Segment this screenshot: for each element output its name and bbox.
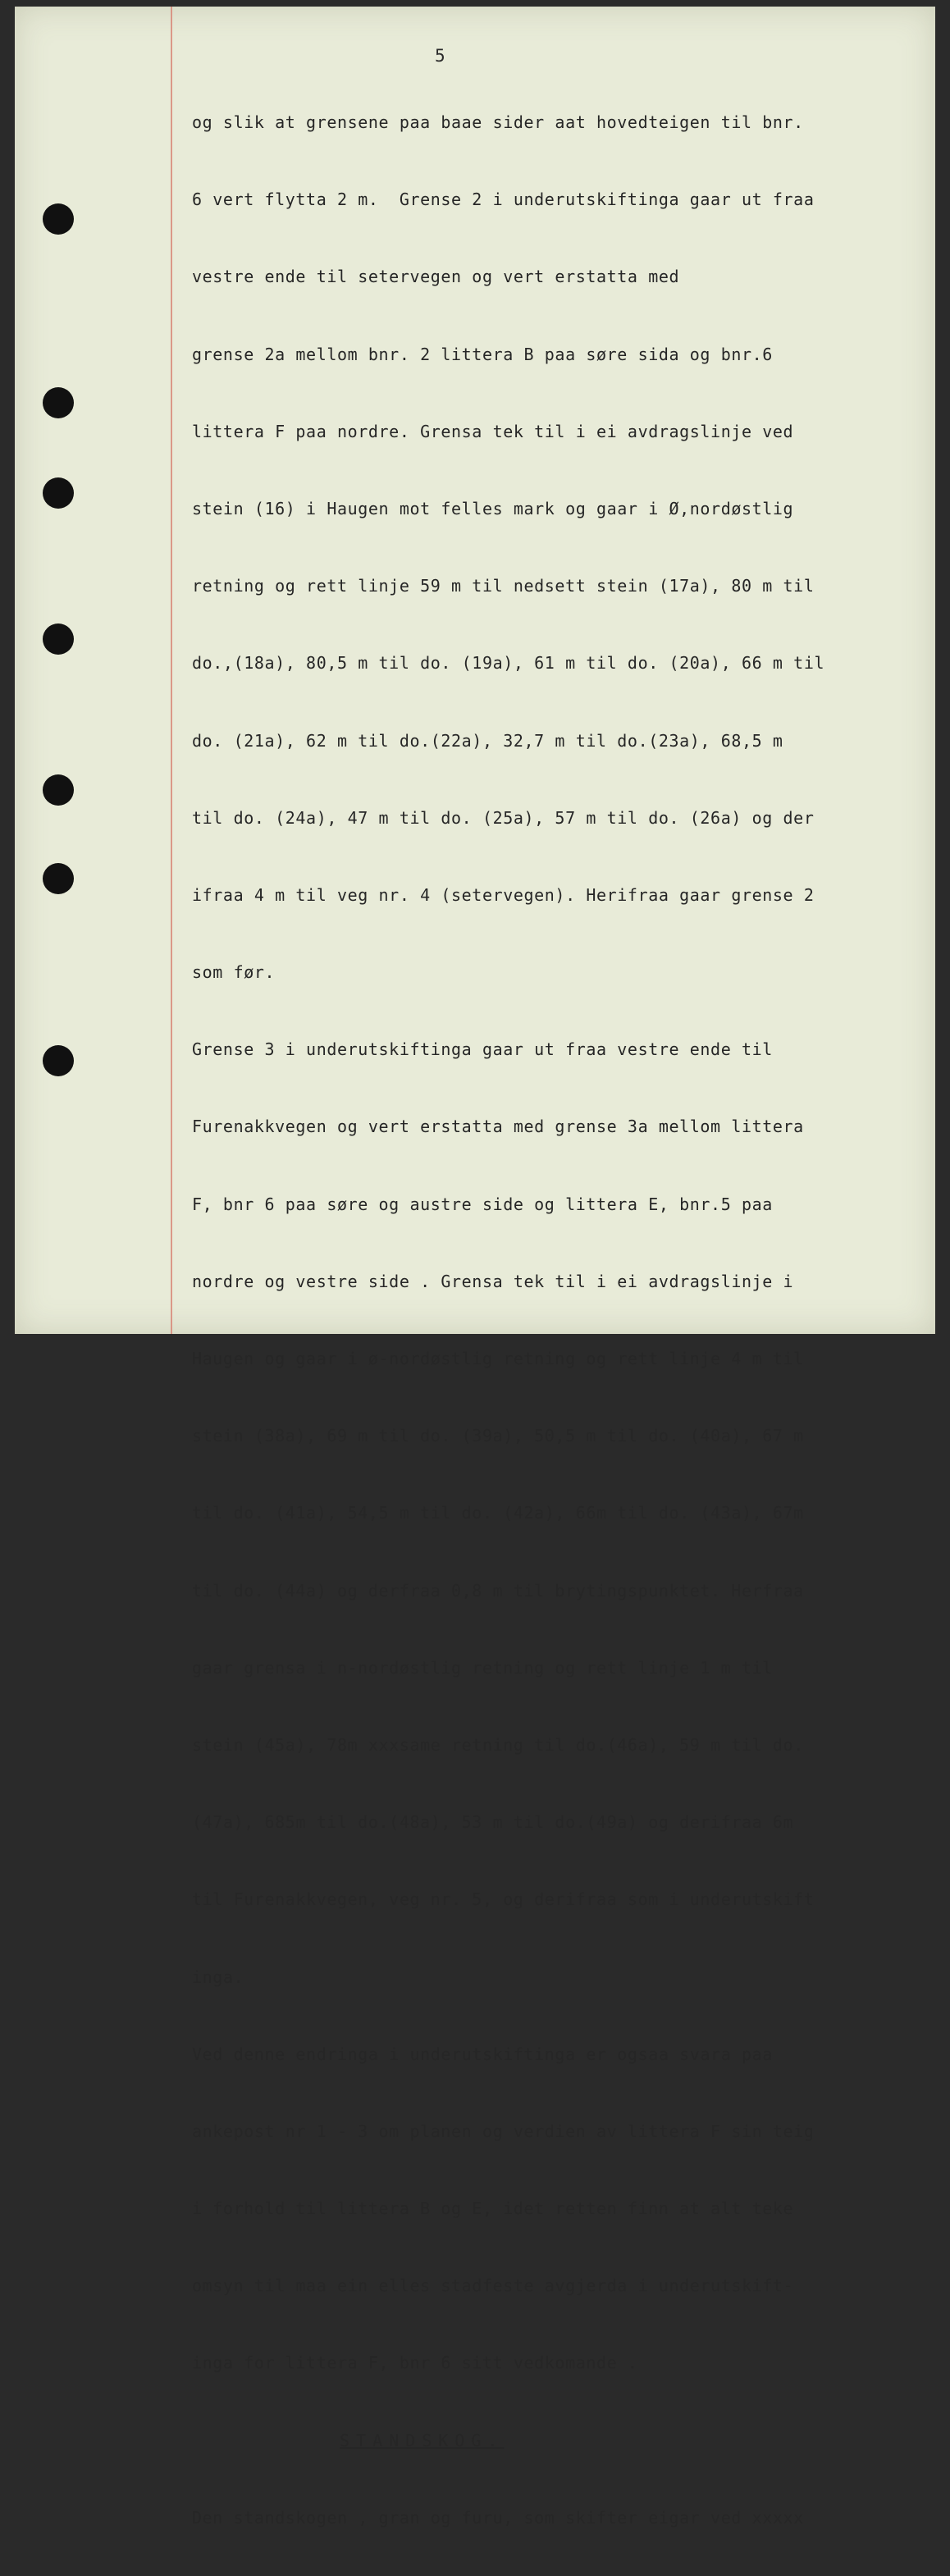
text-line: Haugen og gaar i ø-nordøstlig retning og rett linje 4 m til xyxy=(192,1349,804,1368)
text-line: inga. xyxy=(192,1966,244,1987)
section-heading: STANDSKOG. xyxy=(340,2430,505,2450)
text-line: Den standskogen , gran og furu, som skifter eigar ved xxxxx xyxy=(192,2507,804,2528)
text-line: Furenakkvegen og vert erstatta med grense 3a mellom littera xyxy=(192,1117,804,1137)
punch-hole xyxy=(43,203,74,235)
text-line: nordre og vestre side . Grensa tek til i ei avdragslinje i xyxy=(192,1271,794,1291)
punch-hole xyxy=(43,863,74,894)
text-line: til Furenakkvegen, veg nr. 5, og derifraa som i underutskift xyxy=(192,1889,815,1910)
text-line: 6 vert flytta 2 m. Grense 2 i underutskiftinga gaar ut fraa xyxy=(192,190,815,210)
text-line: som før. xyxy=(192,962,276,983)
text-line: (47a), 685m til do.(48a), 53 m til do.(49a) og derifraa 6m xyxy=(192,1812,794,1833)
punch-hole xyxy=(43,477,74,509)
text-line: F, bnr 6 paa søre og austre side og littera E, bnr.5 paa xyxy=(192,1194,773,1214)
text-line: omsyn til maa ein elles stadfeste avgjerda i underutskift- xyxy=(192,2276,794,2296)
text-line: do.,(18a), 80,5 m til do. (19a), 61 m til do. (20a), 66 m til xyxy=(192,653,825,674)
text-line: i forhold til littera B og E, idet retten finn at alt teke xyxy=(192,2199,794,2219)
text-line: gaar grensa i n-nordøstlig retning og rett linje 1 m til xyxy=(192,1657,773,1678)
text-line: stein (38a), 69 m til do. (39a), 50,5 m til do. (40a), 67 m xyxy=(192,1426,804,1446)
text-line: til do. (44a) og derfraa 0,8 m til brytingspunktet. Herfraa xyxy=(192,1580,804,1601)
text-line: littera F paa nordre. Grensa tek til i ei avdragslinje ved xyxy=(192,421,794,441)
text-line: do. (21a), 62 m til do.(22a), 32,7 m til do.(23a), 68,5 m xyxy=(192,730,783,751)
typed-text xyxy=(192,64,914,2576)
text-line: ifraa 4 m til veg nr. 4 (setervegen). Herifraa gaar grense 2 xyxy=(192,884,815,905)
punch-hole xyxy=(43,387,74,418)
margin-rule xyxy=(171,7,172,1334)
text-line: Ved denne endringa i underutskiftinga er ogsaa svara paa xyxy=(192,2044,773,2064)
text-line: til do. (24a), 47 m til do. (25a), 57 m til do. (26a) og der xyxy=(192,807,815,828)
text-line: vestre ende til setervegen og vert erstatta med xyxy=(192,267,680,287)
text-line: inga for littera F, bnr 6 sitt vedkomande . xyxy=(192,2353,638,2373)
text-line: stein (45a), 78m xxxsame retning til do.(46a), 59 m til do. xyxy=(192,1734,804,1755)
text-line: stein (16) i Haugen mot felles mark og gaar i Ø,nordøstlig xyxy=(192,498,794,518)
text-line: ankepost nr 1 - 3 om planen og verdien av littera F sin teig xyxy=(192,2121,815,2141)
document-page xyxy=(15,7,935,2528)
text-line: og slik at grensene paa baae sider aat hovedteigen til bnr. xyxy=(192,112,804,132)
punch-hole xyxy=(43,623,74,655)
text-line: til do. (41a), 54,5 m til do. (42a), 66m til do. (43a), 67m xyxy=(192,1503,804,1523)
page-number: 5 xyxy=(435,46,445,66)
punch-hole xyxy=(43,1045,74,1076)
text-line: Grense 3 i underutskiftinga gaar ut fraa vestre ende til xyxy=(192,1039,773,1060)
punch-hole xyxy=(43,774,74,806)
text-line: retning og rett linje 59 m til nedsett stein (17a), 80 m til xyxy=(192,576,815,596)
text-line: grense 2a mellom bnr. 2 littera B paa søre sida og bnr.6 xyxy=(192,344,773,364)
